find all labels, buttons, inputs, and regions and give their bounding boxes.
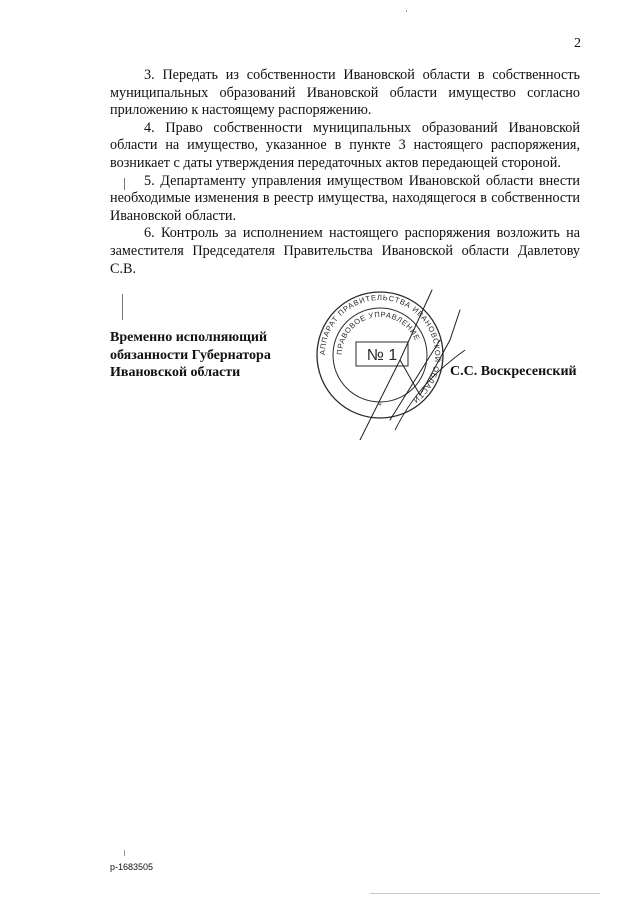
document-code: р-1683505 [110,862,154,872]
paragraph-6: 6. Контроль за исполнением настоящего распоряжения возложить на заместителя Председателя Правительства Ивановской области Давлетову С.В. [110,225,580,277]
seal-outer-text: АППАРАТ ПРАВИТЕЛЬСТВА ИВАНОВСКОЙ ОБЛАСТИ [317,292,443,406]
seal-inner-text: ПРАВОВОЕ УПРАВЛЕНИЕ [334,309,422,356]
signatory-line: Ивановской области [110,365,241,380]
scan-artifact [406,10,407,12]
margin-mark [122,294,123,320]
page-number: 2 [574,36,581,51]
scan-artifact [124,850,125,856]
paragraph-5: 5. Департаменту управления имуществом Ивановской области внести необходимые изменения в реестр имущества, находящегося в собственности Ивановской области. [110,172,580,224]
signatory-line: обязанности Губернатора [110,347,271,363]
signatory-position [110,329,271,382]
scan-artifact [370,893,600,894]
seal-star-icon: * [378,402,382,410]
paragraph-3: 3. Передать из собственности Ивановской области в собственность муниципальных образований Ивановской области имущество согласно приложению к настоящему распоряжению. [110,67,580,119]
document-body [110,67,580,278]
signatory-line: Временно исполняющий [110,330,268,345]
paragraph-4: 4. Право собственности муниципальных образований Ивановской области на имущество, указанное в пункте 3 настоящего распоряжения, возникает с даты утверждения передаточных актов передающей стороной. [110,119,580,171]
signer-name: С.С. Воскресенский [450,364,577,379]
official-seal-with-signature [300,280,470,440]
margin-mark [124,178,125,190]
seal-number: № 1 [366,347,398,364]
